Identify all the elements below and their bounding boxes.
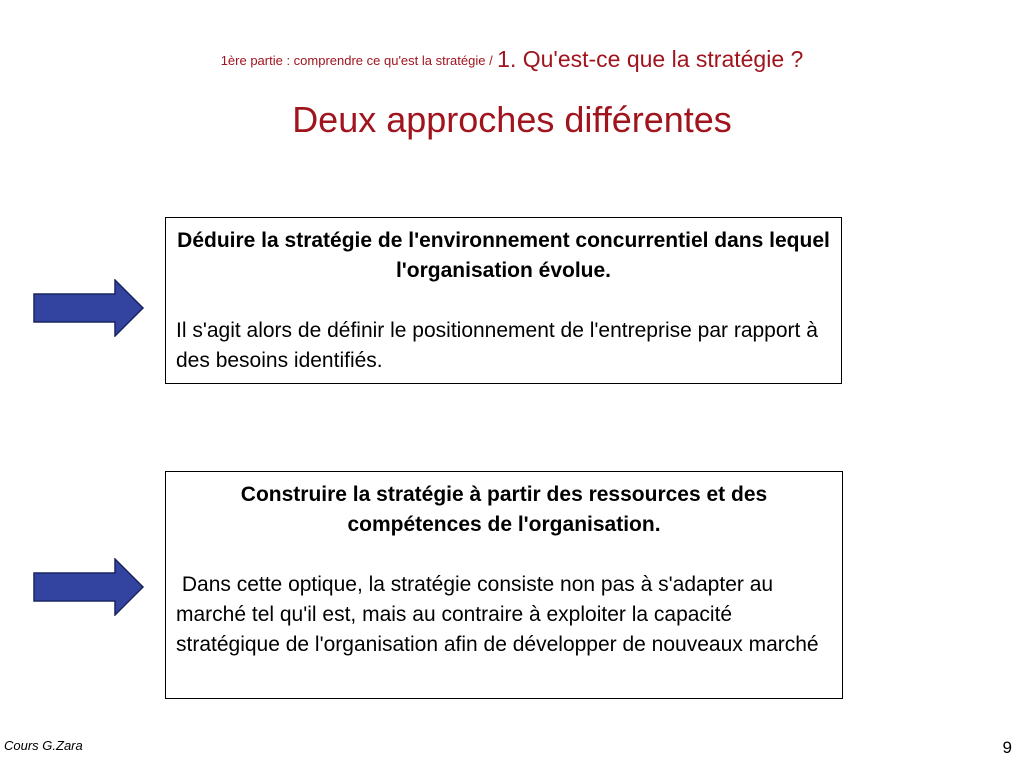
right-arrow-shape [34,280,143,336]
approach-box-environment [165,217,842,384]
page-title: Deux approches différentes [292,99,732,140]
approach-description: Dans cette optique, la stratégie consiste non pas à s'adapter au marché tel qu'il est, mais au contraire à exploiter la capacité stratégique de l'organisation afin de développer de nouveaux marché [176,573,819,656]
approach-description: Il s'agit alors de définir le positionnement de l'entreprise par rapport à des besoins identifiés. [176,319,818,372]
breadcrumb [0,46,1024,73]
approach-box-resources [165,471,843,699]
right-arrow-icon [33,279,145,337]
breadcrumb-part: 1ère partie : comprendre ce qu'est la stratégie / [220,53,493,68]
breadcrumb-section: 1. Qu'est-ce que la stratégie ? [497,46,804,72]
right-arrow-shape [34,559,143,615]
page-number: 9 [1002,738,1012,757]
approach-heading: Déduire la stratégie de l'environnement concurrentiel dans lequel l'organisation évolue. [177,229,830,282]
approach-heading: Construire la stratégie à partir des ressources et des compétences de l'organisation. [240,483,768,536]
right-arrow-icon [33,558,145,616]
footer-author: Cours G.Zara [4,738,83,753]
